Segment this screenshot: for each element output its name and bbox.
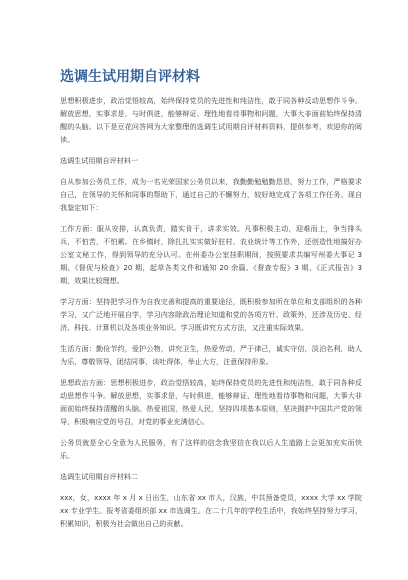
section2-paragraph-bio: xxx，女，xxxx 年 x 月 x 日出生，山东省 xx 市人，汉族，中共预备党员，xxxx 大学 xx 学院 xx 专业学生。报考省委组织部 xx 市选调生。在二十几年的学校生活中，我始终坚持努力学习，积累知识，积极为社会做出自己的贡献。 bbox=[60, 493, 362, 528]
section1-paragraph-study: 学习方面：坚持把学习作为自我完善和提高的重要途径，既积极参加所在单位和支部组织的各种学习，又广泛地开展自学，学习内容除政治理论知道和党的各项方针、政策外，还涉及历史、经济、科技、计算机以及各项业务知识。学习既讲究方式方法，又注重实际效果。 bbox=[60, 297, 362, 332]
section1-paragraph-life: 生活方面：勤俭节约，爱护公物，讲究卫生，热爱劳动，严于律己，诚实守信，淡泊名利，助人为乐，尊敬领导，团结同事，谈吐得体，举止大方，注意保持形象。 bbox=[60, 344, 362, 366]
intro-paragraph: 思想积极进步，政治觉悟较高，始终保持党员的先进性和纯洁性，敢于同各种反动思想作斗争。解放思想，实事求是，与时俱进，能够辩证、理性地看待事物和问题，大事大非面前始终保持清醒的头脑。以下是豆花问答网为大家整理的选调生试用期自评材料资料，提供参考，欢迎你的阅读。 bbox=[60, 96, 362, 144]
section1-paragraph-intro: 自从参加公务员工作，成为一名光荣国家公务员以来，我勤勤勉勉勤恳恳，努力工作，严格要求自己，在领导的关怀和同事的帮助下，通过自己的不懈努力，较好地完成了各项工作任务。现自我鉴定如下： bbox=[60, 177, 362, 212]
document-title: 选调生试用期自评材料 bbox=[60, 69, 200, 85]
section1-paragraph-politics: 思想政治方面：思想积极进步，政治觉悟较高，始终保持党员的先进性和纯洁性，敢于同各种反动思想作斗争。解放思想，实事求是，与时俱进，能够辩证、理性地看待事物和问题，大事大非面前始终保持清醒的头脑。热爱祖国，热爱人民，坚持四项基本原则，坚决拥护中国共产党的领导，积极响应党的号召，对党的事业充满信心。 bbox=[60, 378, 362, 426]
section-heading-2: 选调生试用期自评材料二 bbox=[60, 472, 139, 481]
section1-paragraph-work: 工作方面：服从安排，认真负责，踏实肯干，讲求实效。凡事积极主动，迎难而上，争当排头兵，不怕苦，不怕累。在乡镇时，除扎扎实实做好驻村、农业统计等工作外，还创造性地搞好办公室文秘工作，得到领导的充分认可。在州委办公室挂职期间，按照要求共编写州委大事记 3 期、《督促与检查》20 期，起草各类文件和通知 20 余篇、《督查专报》3 期、《正式报告》3 期，效果比较理想。 bbox=[60, 224, 362, 285]
section-heading-1: 选调生试用期自评材料一 bbox=[60, 156, 139, 165]
section1-paragraph-closing: 公务员就是全心全意为人民服务，有了这样的信念我坚信在我以后人生道路上会更加充实而快乐。 bbox=[60, 438, 362, 460]
